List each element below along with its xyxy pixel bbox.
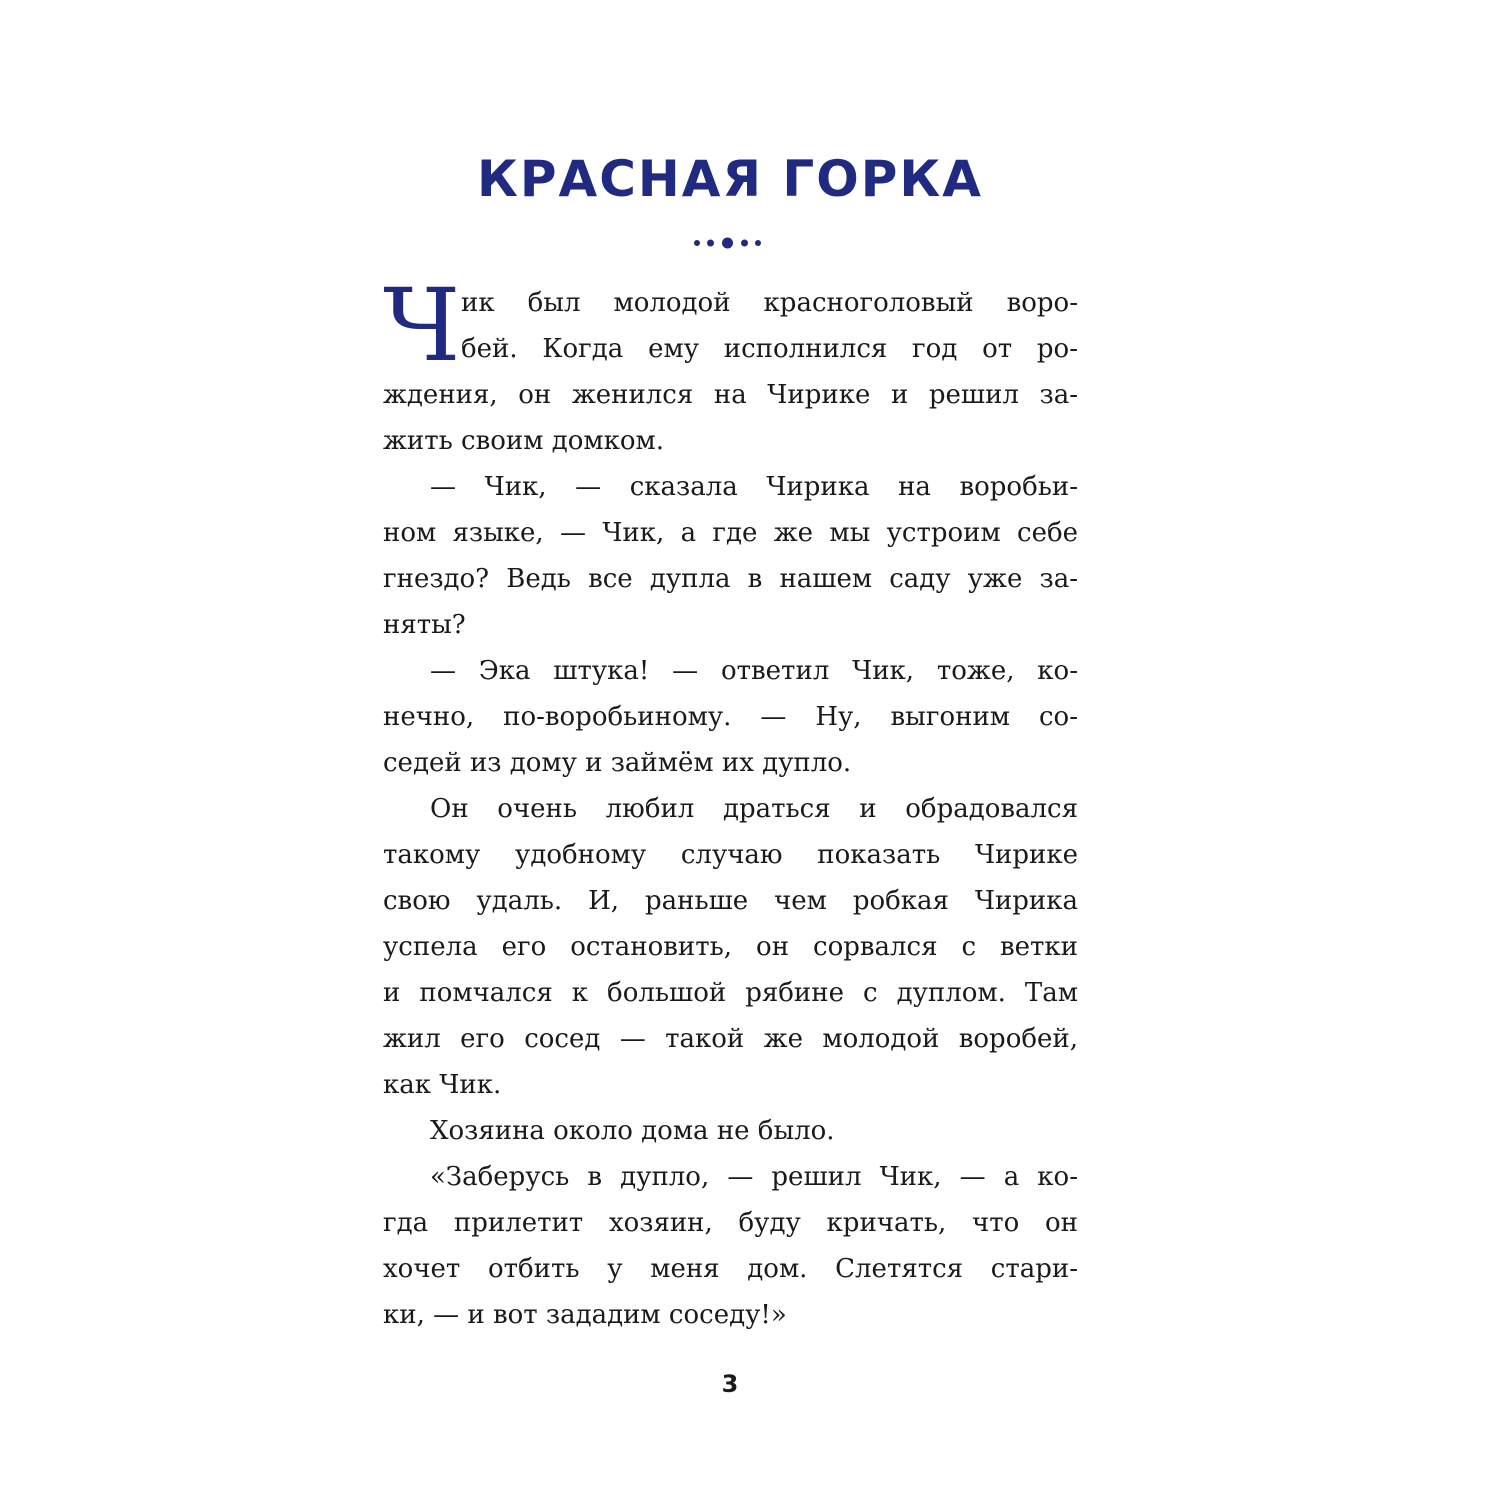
text-line: бей. Когда ему исполнился год от ро-	[461, 334, 1078, 364]
ornament-dot	[722, 238, 733, 249]
text-line: хочет отбить у меня дом. Слетятся стари-	[383, 1254, 1078, 1284]
text-line: «Заберусь в дупло, — решил Чик, — а ко-	[430, 1162, 1078, 1192]
text-line: — Эка штука! — ответил Чик, тоже, ко-	[430, 656, 1078, 686]
text-line: успела его остановить, он сорвался с ветки	[383, 932, 1078, 962]
ornament-dot	[694, 240, 700, 246]
text-line: гнездо? Ведь все дупла в нашем саду уже за-	[383, 564, 1078, 594]
text-line: как Чик.	[383, 1070, 502, 1100]
text-line: нечно, по-воробьиному. — Ну, выгоним со-	[383, 702, 1078, 732]
text-line: жить своим домком.	[383, 426, 664, 456]
text-line: няты?	[383, 610, 466, 640]
drop-cap: Ч	[383, 267, 461, 384]
text-line: свою удаль. И, раньше чем робкая Чирика	[383, 886, 1078, 916]
text-line: ном языке, — Чик, а где же мы устроим себе	[383, 518, 1078, 548]
ornament-dot	[707, 240, 714, 247]
page-number: 3	[721, 1370, 739, 1398]
text-line: такому удобному случаю показать Чирике	[383, 840, 1078, 870]
ornament-dot	[755, 240, 761, 246]
text-line: седей из дому и займём их дупло.	[383, 748, 852, 778]
chapter-title: КРАСНАЯ ГОРКА	[477, 150, 983, 208]
text-line: Он очень любил драться и обрадовался	[430, 794, 1078, 824]
text-line: Хозяина около дома не было.	[430, 1116, 835, 1146]
body-text	[383, 267, 1078, 1338]
text-line: гда прилетит хозяин, буду кричать, что он	[383, 1208, 1078, 1238]
text-line: и помчался к большой рябине с дуплом. Там	[383, 978, 1078, 1008]
text-line: ки, — и вот зададим соседу!»	[383, 1300, 787, 1330]
text-line: жил его сосед — такой же молодой воробей,	[383, 1024, 1078, 1054]
text-line: ик был молодой красноголовый воро-	[461, 288, 1078, 318]
text-line: ждения, он женился на Чирике и решил за-	[383, 380, 1078, 410]
text-line: — Чик, — сказала Чирика на воробьи-	[430, 472, 1078, 502]
ornament-divider	[694, 237, 766, 249]
ornament-dot	[741, 240, 748, 247]
